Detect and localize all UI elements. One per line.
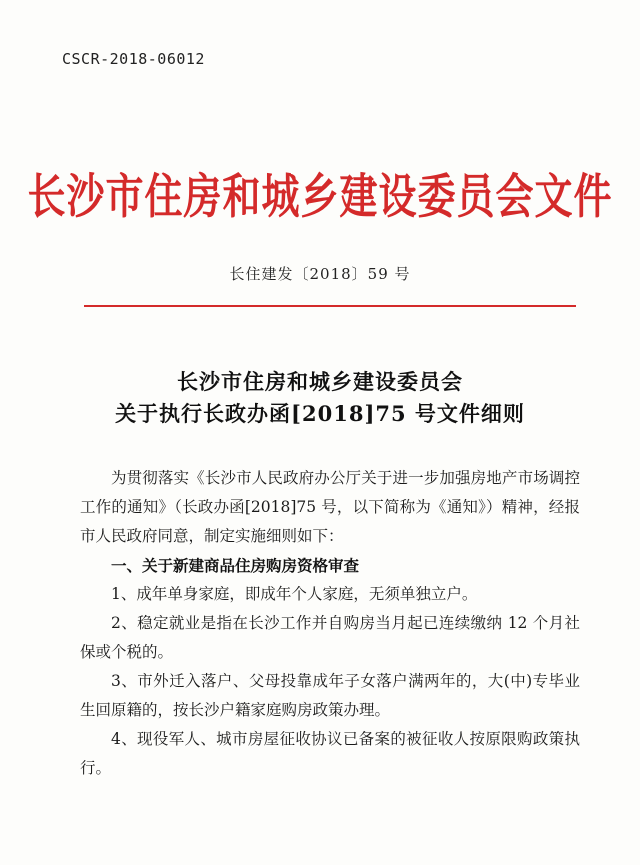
document-title-line-2: 关于执行长政办函[2018]75 号文件细则: [115, 401, 525, 426]
masthead-title: 长沙市住房和城乡建设委员会文件: [27, 168, 613, 225]
red-divider-line: [84, 305, 576, 307]
list-item: 4、现役军人、城市房屋征收协议已备案的被征收人按原限购政策执行。: [80, 730, 580, 777]
document-title-line-1: 长沙市住房和城乡建设委员会: [177, 369, 463, 394]
section-heading-1: 一、关于新建商品住房购房资格审查: [111, 556, 360, 575]
list-item: 2、稳定就业是指在长沙工作并自购房当月起已连续缴纳 12 个月社保或个税的。: [80, 614, 580, 661]
document-body: [80, 464, 580, 783]
document-number: 长住建发〔2018〕59 号: [229, 265, 411, 283]
list-item: 3、市外迁入落户、父母投靠成年子女落户满两年的，大(中)专毕业生回原籍的，按长沙户籍家庭购房政策办理。: [80, 672, 580, 719]
intro-paragraph: 为贯彻落实《长沙市人民政府办公厅关于进一步加强房地产市场调控工作的通知》（长政办函[2018]75 号，以下简称为《通知》）精神，经报市人民政府同意，制定实施细则如下：: [80, 469, 580, 545]
document-code: CSCR-2018-06012: [62, 50, 205, 68]
list-item: 1、成年单身家庭，即成年个人家庭，无须单独立户。: [111, 585, 478, 603]
